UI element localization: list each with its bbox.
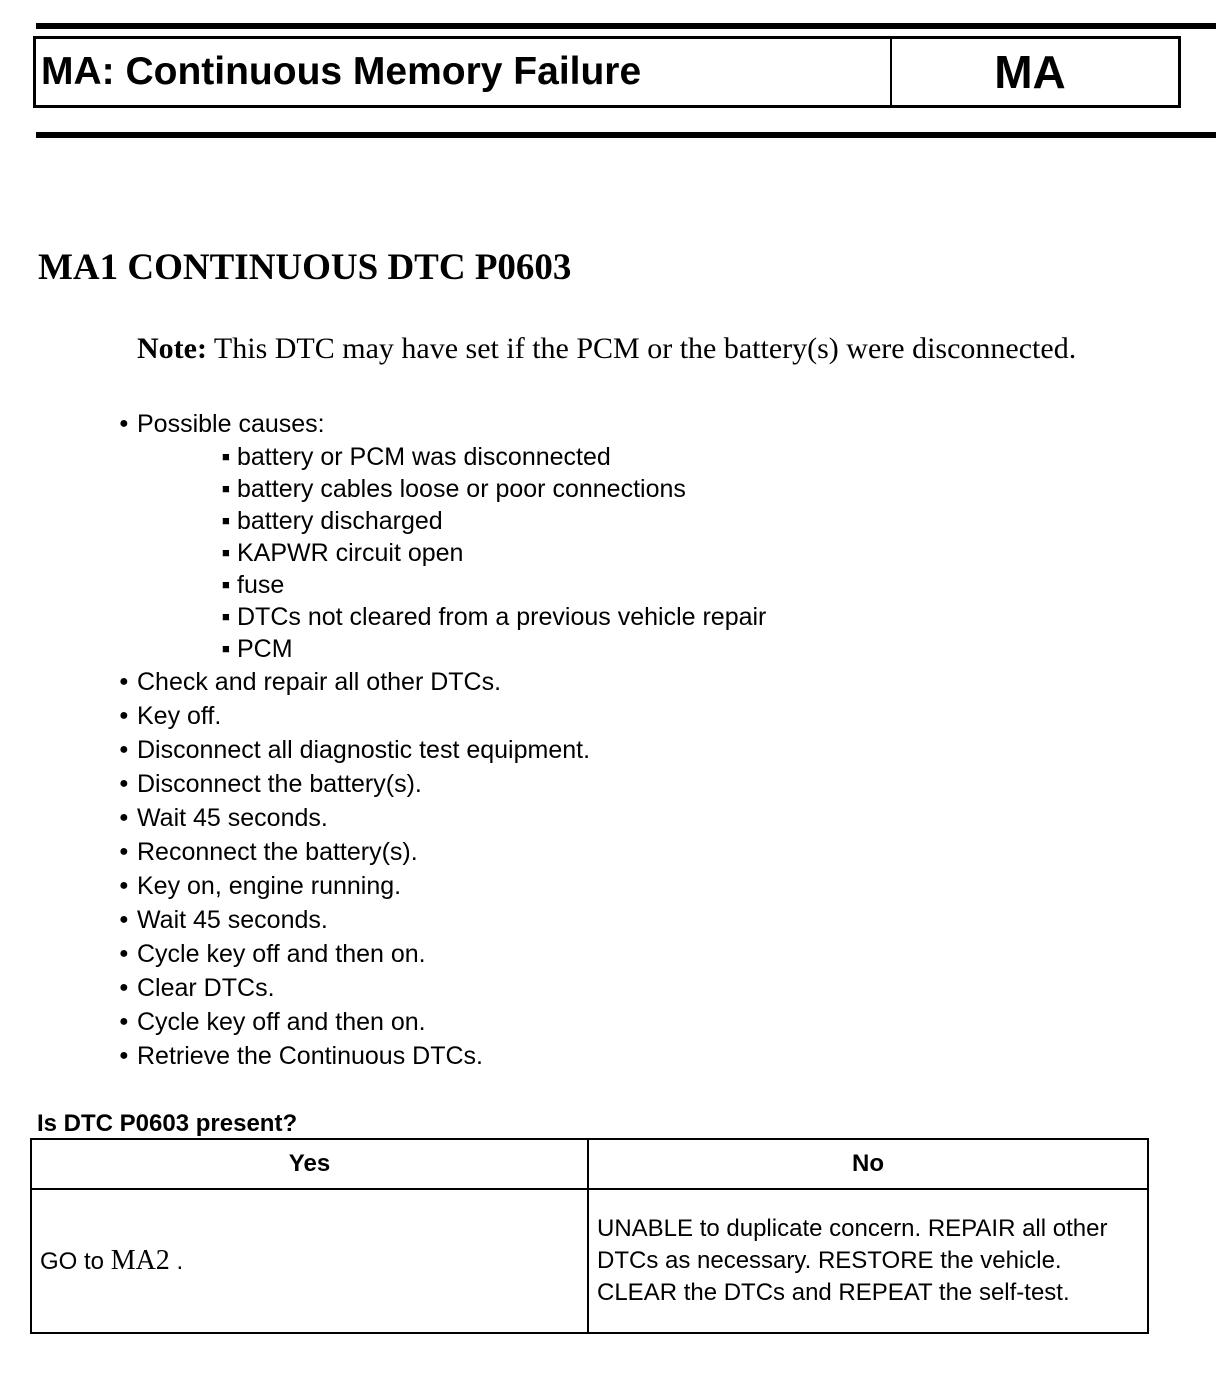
square-bullet-icon: ■ (222, 545, 230, 560)
question-heading: Is DTC P0603 present? (37, 1110, 298, 1137)
bullet-icon: ● (119, 979, 129, 996)
top-rule (36, 23, 1216, 29)
bullet-icon: ● (119, 415, 129, 432)
cause-text: fuse (237, 571, 285, 599)
cause-item (117, 633, 766, 665)
cause-item (117, 505, 766, 537)
step-text: Clear DTCs. (137, 974, 275, 1002)
step-text: Key on, engine running. (137, 872, 402, 900)
cause-text: battery or PCM was disconnected (237, 443, 611, 471)
cause-item (117, 441, 766, 473)
page-title: MA: Continuous Memory Failure (36, 39, 892, 105)
bullet-icon: ● (119, 877, 129, 894)
bottom-rule (36, 132, 1216, 138)
cause-text: battery cables loose or poor connections (237, 475, 686, 503)
step-text: Key off. (137, 702, 222, 730)
list-item (117, 767, 766, 801)
bullet-icon: ● (119, 741, 129, 758)
cause-text: DTCs not cleared from a previous vehicle repair (237, 603, 767, 631)
no-header: No (588, 1139, 1148, 1189)
possible-causes-label: Possible causes: (137, 410, 325, 438)
note-label: Note: (137, 332, 207, 365)
list-item (117, 665, 766, 699)
bullet-icon: ● (119, 945, 129, 962)
square-bullet-icon: ■ (222, 513, 230, 528)
yes-header: Yes (31, 1139, 588, 1189)
yes-prefix: GO to (40, 1247, 111, 1275)
step-text: Reconnect the battery(s). (137, 838, 418, 866)
bullet-icon: ● (119, 809, 129, 826)
cause-item (117, 601, 766, 633)
bullet-icon: ● (119, 673, 129, 690)
step-text: Disconnect all diagnostic test equipment. (137, 736, 591, 764)
bullet-icon: ● (119, 1047, 129, 1064)
list-item (117, 699, 766, 733)
cause-item (117, 537, 766, 569)
yes-suffix: . (169, 1247, 184, 1275)
square-bullet-icon: ■ (222, 641, 230, 656)
cause-text: KAPWR circuit open (237, 539, 464, 567)
section-title: MA1 CONTINUOUS DTC P0603 (38, 247, 572, 288)
note-text: This DTC may have set if the PCM or the battery(s) were disconnected. (206, 332, 1077, 365)
step-text: Check and repair all other DTCs. (137, 668, 502, 696)
bullet-icon: ● (119, 775, 129, 792)
list-item (117, 869, 766, 903)
step-text: Wait 45 seconds. (137, 804, 328, 832)
list-item (117, 407, 766, 441)
bullet-icon: ● (119, 911, 129, 928)
cause-text: PCM (237, 635, 293, 663)
step-text: Retrieve the Continuous DTCs. (137, 1042, 483, 1070)
result-table (30, 1138, 1149, 1334)
step-text: Cycle key off and then on. (137, 1008, 426, 1036)
table-row (31, 1189, 1148, 1333)
no-cell: UNABLE to duplicate concern. REPAIR all other DTCs as necessary. RESTORE the vehicle. CLEAR the DTCs and REPEAT the self-test. (588, 1189, 1148, 1333)
title-box (33, 36, 1181, 108)
list-item (117, 801, 766, 835)
square-bullet-icon: ■ (222, 449, 230, 464)
list-item (117, 1039, 766, 1073)
list-item (117, 733, 766, 767)
list-item (117, 937, 766, 971)
step-text: Disconnect the battery(s). (137, 770, 422, 798)
procedure-steps (117, 407, 766, 1073)
yes-cell (31, 1189, 588, 1333)
cause-item (117, 569, 766, 601)
list-item (117, 835, 766, 869)
cause-text: battery discharged (237, 507, 443, 535)
bullet-icon: ● (119, 1013, 129, 1030)
step-text: Cycle key off and then on. (137, 940, 426, 968)
note (137, 331, 1076, 367)
bullet-icon: ● (119, 843, 129, 860)
square-bullet-icon: ■ (222, 609, 230, 624)
list-item (117, 1005, 766, 1039)
cause-item (117, 473, 766, 505)
step-text: Wait 45 seconds. (137, 906, 328, 934)
section-code: MA (994, 46, 1066, 98)
list-item (117, 971, 766, 1005)
list-item (117, 903, 766, 937)
bullet-icon: ● (119, 707, 129, 724)
square-bullet-icon: ■ (222, 481, 230, 496)
table-header-row (31, 1139, 1148, 1189)
square-bullet-icon: ■ (222, 577, 230, 592)
ma2-link[interactable]: MA2 (110, 1244, 170, 1276)
